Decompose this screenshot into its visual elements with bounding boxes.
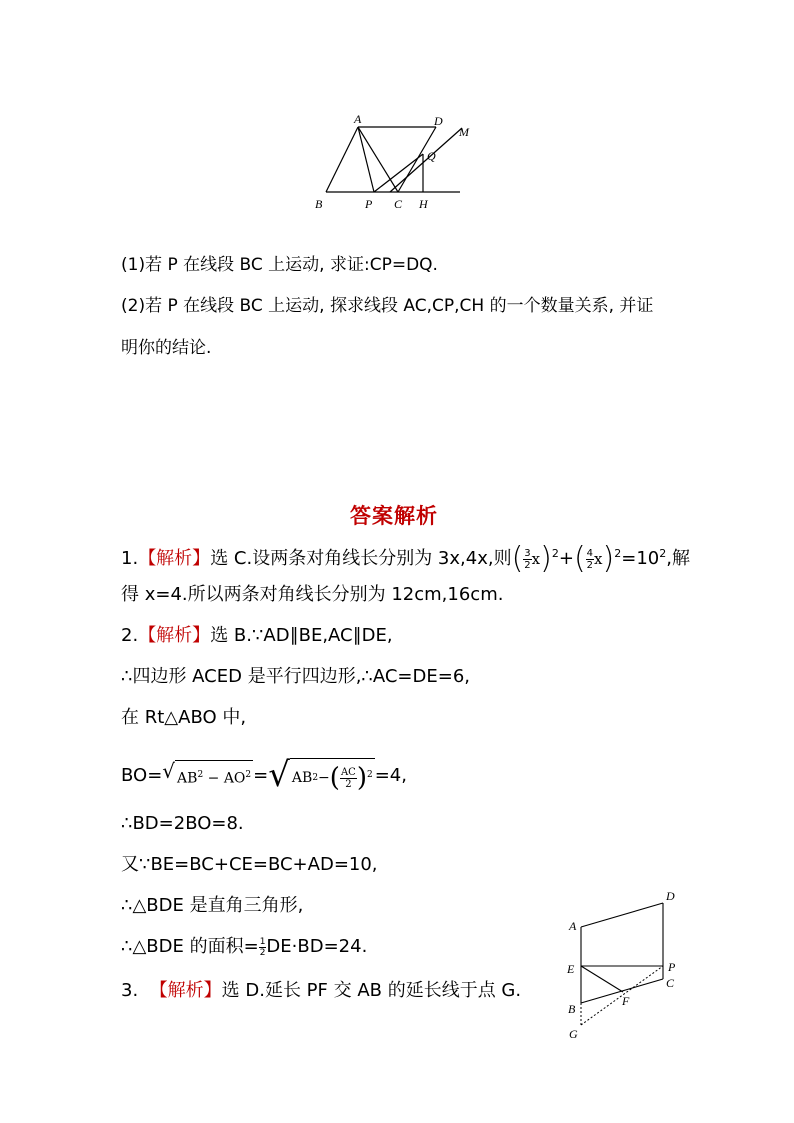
label-D: D (666, 889, 675, 903)
answer-2-line-1: 2.【解析】选 B.∵AD∥BE,AC∥DE, (121, 625, 393, 646)
answer-3-tag: 【解析】 (149, 980, 222, 1001)
fraction-1-2: $\frac{1}{2}$ (259, 936, 266, 958)
answer-3-number: 3. (121, 980, 139, 1001)
label-C: C (394, 197, 403, 211)
fraction-ac-2: $\frac{AC}{2}$ (340, 766, 356, 790)
question-2-line-1: (2)若 P 在线段 BC 上运动, 探求线段 AC,CP,CH 的一个数量关系, 并证 (121, 296, 654, 316)
answer-1-line-1: 1.【解析】选 C.设两条对角线长分别为 3x,4x,则( $\frac{3}{2}$ x)$^2$+( $\frac{4}{2}$ $x)^2=10^2$,解 (121, 541, 690, 576)
geometry-figure-1 (310, 110, 480, 215)
label-P: P (365, 197, 373, 211)
answer-2-line-7: ∴△BDE 是直角三角形, (121, 895, 304, 916)
answer-2-line-5: ∴BD=2BO=8. (121, 813, 244, 834)
question-1: (1)若 P 在线段 BC 上运动, 求证:CP=DQ. (121, 255, 438, 275)
answer-2-bo-equation: BO= √ $AB^2 - AO^2$ = √ AB 2 − ( $\frac{AC}{2}$ ) $^2$ =4, (121, 755, 407, 795)
answer-2-line-6: 又∵BE=BC+CE=BC+AD=10, (121, 854, 378, 875)
answer-3-line-1: 3. 【解析】选 D.延长 PF 交 AB 的延长线于点 G. (121, 980, 522, 1001)
geometry-figure-2 (560, 885, 690, 1045)
answer-1-text: 选 C.设两条对角线长分别为 3x,4x,则 (210, 548, 512, 569)
label-Q: Q (427, 149, 436, 163)
label-A: A (569, 919, 577, 933)
label-B: B (315, 197, 323, 211)
fraction-3-2: $\frac{3}{2}$ (524, 547, 531, 571)
answer-heading: 答案解析 (350, 504, 438, 528)
answer-1-tag: 【解析】 (138, 548, 211, 569)
answer-2-line-2: ∴四边形 ACED 是平行四边形,∴AC=DE=6, (121, 666, 471, 687)
answer-2-tag: 【解析】 (138, 625, 211, 646)
label-F: F (622, 994, 630, 1008)
answer-1-number: 1. (121, 548, 139, 569)
label-M: M (459, 125, 469, 139)
label-A: A (354, 112, 362, 126)
fraction-4-2: $\frac{4}{2}$ (586, 547, 594, 571)
sqrt-2: √ AB 2 − ( $\frac{AC}{2}$ ) $^2$ (268, 755, 373, 795)
label-B: B (568, 1002, 576, 1016)
label-P: P (668, 960, 676, 974)
answer-2-number: 2. (121, 625, 139, 646)
label-H: H (419, 197, 428, 211)
sqrt-1: √ $AB^2 - AO^2$ (162, 760, 253, 791)
answer-2-line-3: 在 Rt△ABO 中, (121, 707, 247, 728)
answer-1-line-2: 得 x=4.所以两条对角线长分别为 12cm,16cm. (121, 584, 504, 605)
label-G: G (569, 1027, 578, 1041)
label-D: D (434, 114, 443, 128)
label-E: E (567, 962, 575, 976)
question-2-line-2: 明你的结论. (121, 338, 212, 358)
answer-2-line-8: ∴△BDE 的面积= $\frac{1}{2}$ DE·BD=24. (121, 936, 368, 958)
label-C: C (666, 976, 675, 990)
